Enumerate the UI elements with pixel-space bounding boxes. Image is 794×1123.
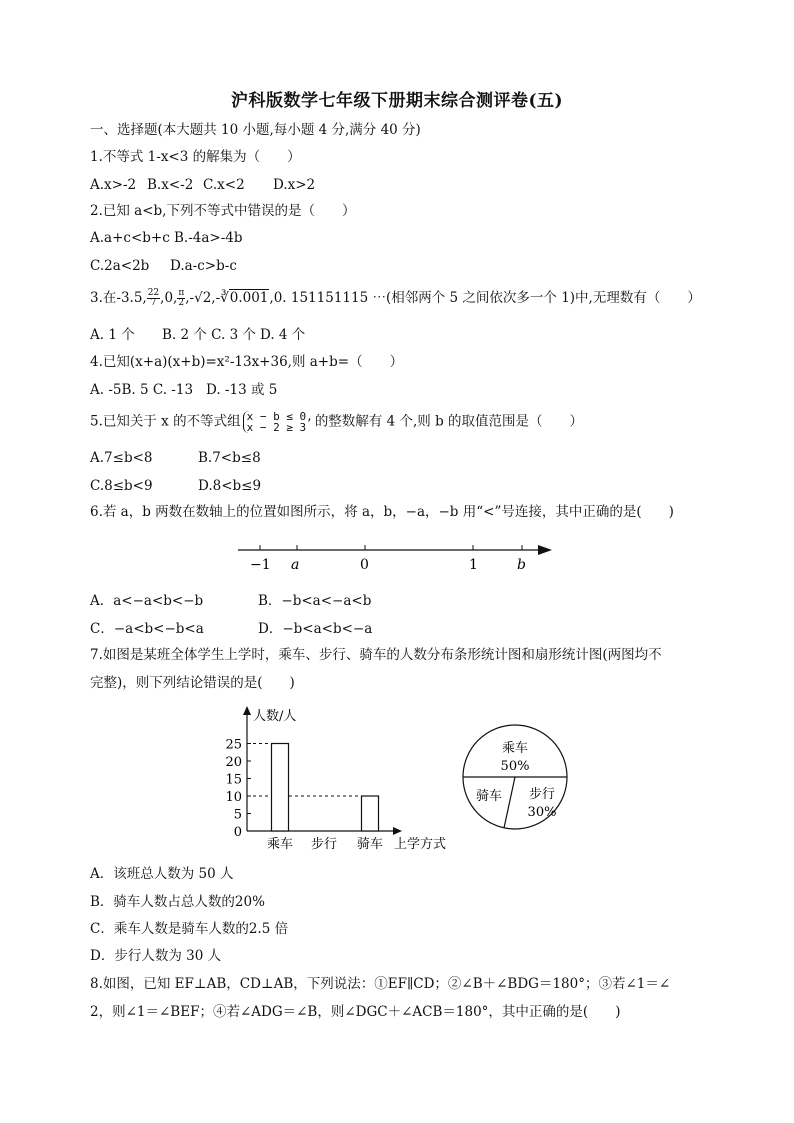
question-7-stem-line-2: 完整)，则下列结论错误的是( ) xyxy=(90,675,295,691)
q2-option-c: C.2a<2b xyxy=(90,258,150,274)
pie-chart xyxy=(456,718,576,838)
q3-option-bc: B. 2 个 C. 3 个 xyxy=(162,327,256,343)
axis-label-b: b xyxy=(517,557,526,573)
q5-option-b: B.7<b≤8 xyxy=(198,450,261,466)
fraction-22-7 xyxy=(147,289,160,308)
q3-suffix: ,0. 151151115 ⋯(相邻两个 5 之间依次多一个 1)中,无理数有（ ） xyxy=(269,290,701,306)
q1-option-d: D.x>2 xyxy=(273,177,316,193)
question-1-stem: 1.不等式 1-x<3 的解集为（ ） xyxy=(90,149,301,165)
frac-num: 22 xyxy=(147,288,160,298)
q1-option-b: B.x<-2 xyxy=(147,177,194,193)
q5-option-c: C.8≤b<9 xyxy=(90,478,153,494)
q6-option-a: A．a<−a<b<−b xyxy=(90,593,204,609)
q3-mid1: ,0, xyxy=(160,290,178,306)
frac-num: π xyxy=(178,288,185,298)
number-line-figure xyxy=(230,536,560,576)
y-axis-title: 人数/人 xyxy=(253,709,297,724)
category-labels xyxy=(267,836,383,852)
question-8-line-1: 8.如图，已知 EF⊥AB，CD⊥AB，下列说法：①EF∥CD；②∠B＋∠BDG＝180°；③若∠1＝∠ xyxy=(90,976,671,992)
q7-option-a: A．该班总人数为 50 人 xyxy=(90,866,234,882)
reference-lines xyxy=(247,744,364,797)
pie-label-bike: 骑车 xyxy=(475,789,503,804)
q1-option-a: A.x>-2 xyxy=(90,177,137,193)
q5-option-a: A.7≤b<8 xyxy=(90,450,153,466)
pie-value-ride: 50% xyxy=(500,759,530,774)
x-axis-arrow-icon xyxy=(393,827,402,835)
q3-mid2: ,-√2,-∛ xyxy=(185,290,229,306)
q2-option-a: A.a+c<b+c xyxy=(90,230,170,246)
q7-option-d: D．步行人数为 30 人 xyxy=(90,948,222,964)
axis-label-1: 1 xyxy=(469,557,478,573)
q3-option-a: A. 1 个 xyxy=(90,327,135,343)
axis-label-0: 0 xyxy=(360,557,369,573)
q7-option-c: C．乘车人数是骑车人数的2.5 倍 xyxy=(90,921,289,937)
question-3-stem xyxy=(90,289,701,308)
q5-suffix: 的整数解有 4 个,则 b 的取值范围是（ ） xyxy=(314,413,583,430)
x-axis-title: 上学方式 xyxy=(394,837,447,852)
frac-den: 2 xyxy=(178,298,185,308)
pie-label-walk: 步行 xyxy=(528,787,556,802)
q6-option-c: C．−a<b<−b<a xyxy=(90,621,204,637)
frac-den: 7 xyxy=(150,298,157,308)
question-6-stem: 6.若 a，b 两数在数轴上的位置如图所示，将 a，b，−a，−b 用“<”号连接，其中正确的是( ) xyxy=(90,504,674,520)
y-tick-label: 20 xyxy=(225,755,242,770)
bar-0 xyxy=(272,744,289,832)
q5-option-d: D.8<b≤9 xyxy=(198,478,262,494)
q2-option-b: B.-4a>-4b xyxy=(174,230,243,246)
y-tick-label: 15 xyxy=(225,772,242,788)
inequality-1: x − b ≤ 0, xyxy=(246,410,313,423)
question-4-stem: 4.已知(x+a)(x+b)=x²-13x+36,则 a+b=（ ） xyxy=(90,354,404,370)
y-tick-label: 10 xyxy=(225,790,242,805)
q5-prefix: 5.已知关于 x 的不等式组 xyxy=(90,413,241,430)
y-axis-arrow-icon xyxy=(243,706,251,715)
axis-label-a: a xyxy=(291,557,300,573)
y-tick-label: 5 xyxy=(233,807,242,823)
bar-chart xyxy=(222,700,462,860)
pie-value-walk: 30% xyxy=(527,805,557,820)
radicand: 0.001 xyxy=(229,290,269,306)
y-tick-label: 0 xyxy=(233,825,242,840)
category-label: 步行 xyxy=(310,837,338,852)
q4-option-d: D. -13 或 5 xyxy=(206,382,278,398)
section-heading: 一、选择题(本大题共 10 小题,每小题 4 分,满分 40 分) xyxy=(90,122,421,138)
q2-option-d: D.a-c>b-c xyxy=(170,258,237,274)
pie-label-ride: 乘车 xyxy=(501,741,529,756)
q4-option-abc: A. -5B. 5 C. -13 xyxy=(90,382,194,398)
question-7-stem-line-1: 7.如图是某班全体学生上学时，乘车、步行、骑车的人数分布条形统计图和扇形统计图(两图均不 xyxy=(90,647,662,663)
axis-arrow-icon xyxy=(538,545,552,555)
question-8-line-2: 2，则∠1＝∠BEF；④若∠ADG＝∠B，则∠DGC＋∠ACB＝180°，其中正确的是( ) xyxy=(90,1004,621,1020)
y-tick-label: 25 xyxy=(225,737,242,753)
page-title: 沪科版数学七年级下册期末综合测评卷(五) xyxy=(230,91,564,111)
category-label: 骑车 xyxy=(356,837,384,852)
q6-option-b: B．−b<a<−a<b xyxy=(258,593,372,609)
q3-option-d: D. 4 个 xyxy=(260,327,306,343)
question-5-stem xyxy=(90,411,583,433)
q3-prefix: 3.在-3.5, xyxy=(90,290,147,306)
q7-option-b: B．骑车人数占总人数的20% xyxy=(90,894,265,910)
q1-option-c: C.x<2 xyxy=(203,177,245,193)
pie-divider-radial xyxy=(504,777,515,828)
inequality-system xyxy=(243,411,313,433)
bar-group xyxy=(272,744,379,832)
axis-label-minus-1: −1 xyxy=(250,557,271,573)
q6-option-d: D．−b<a<b<−a xyxy=(258,621,373,637)
inequality-2: x − 2 ≥ 3 xyxy=(246,421,307,434)
bar-2 xyxy=(362,796,379,831)
category-label: 乘车 xyxy=(266,837,294,852)
question-2-stem: 2.已知 a<b,下列不等式中错误的是（ ） xyxy=(90,203,356,219)
